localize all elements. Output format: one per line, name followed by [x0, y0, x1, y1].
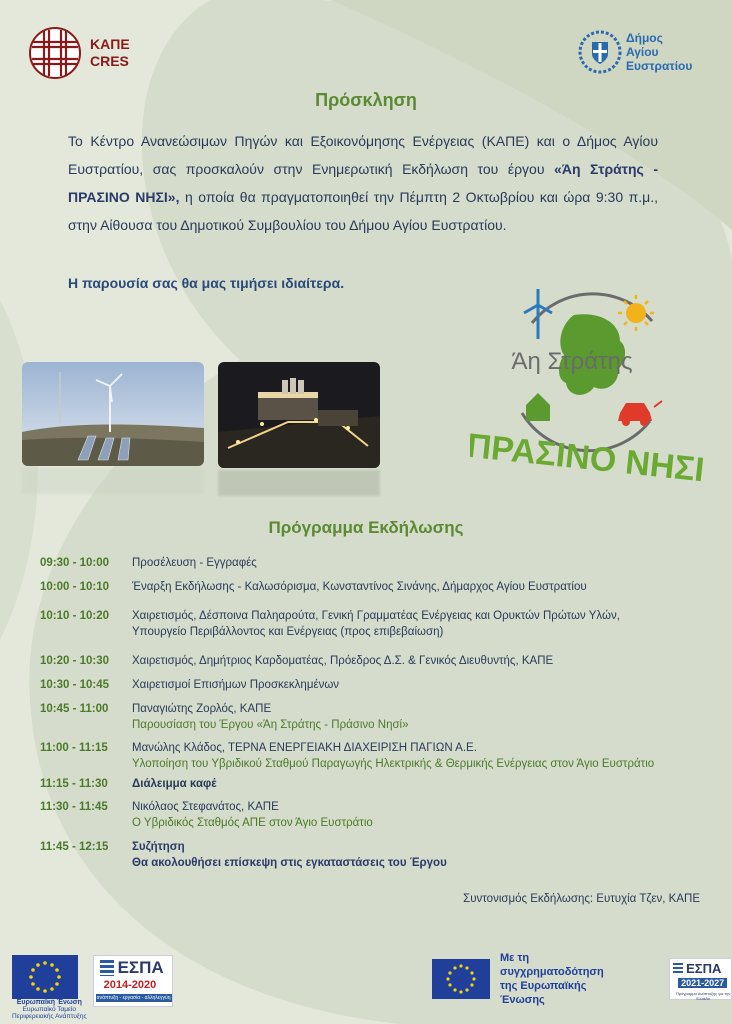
eu-flag-icon — [432, 959, 490, 999]
schedule-time: 10:45 - 11:00 — [40, 703, 109, 715]
schedule-time: 10:00 - 10:10 — [40, 581, 110, 593]
schedule-time: 10:20 - 10:30 — [40, 655, 110, 667]
footer-funding-left — [12, 955, 173, 1020]
schedule-desc: Χαιρετισμός, Δημήτριος Καρδοματέας, Πρόεδρος Δ.Σ. & Γενικός Διευθυντής, ΚΑΠΕ — [132, 655, 554, 667]
honor-line: Η παρουσία σας θα μας τιμήσει ιδιαίτερα. — [68, 275, 345, 291]
eu-caption-1: Ευρωπαϊκή Ένωση — [16, 999, 82, 1006]
eu-flag-icon — [12, 955, 78, 999]
schedule-desc-line1: Παναγιώτης Ζορλός, ΚΑΠΕ — [132, 703, 272, 715]
hybrid-station-night-photo — [218, 362, 380, 468]
eu-caption-2: Ευρωπαϊκό Ταμείο — [22, 1006, 76, 1013]
eu-erdf-logo — [12, 955, 87, 1020]
espa-years: 2014-2020 — [103, 979, 157, 991]
schedule-desc-line2: Υπουργείο Περιβάλλοντος και Ενέργειας (προς επιβεβαίωση) — [132, 626, 444, 638]
island-name: Άη Στράτης — [511, 348, 633, 375]
schedule-desc — [132, 839, 722, 871]
schedule-desc — [132, 740, 722, 772]
espa-tagline: ανάπτυξη - εργασία - αλληλεγγύη — [96, 995, 171, 1001]
schedule-desc — [132, 799, 722, 831]
schedule-desc: Διάλειμμα καφέ — [132, 778, 217, 790]
schedule-desc-line2: Παρουσίαση του Έργου «Άη Στράτης - Πράσινο Νησί» — [132, 719, 409, 731]
dimos-label-2: Αγίου — [626, 45, 659, 59]
schedule-desc-line1: Συζήτηση — [132, 841, 185, 853]
photo-reflection-1 — [22, 468, 204, 494]
cres-label-greek: ΚΑΠΕ — [90, 36, 130, 52]
espa-2014-2020-logo — [93, 955, 173, 1007]
schedule-time: 11:00 - 11:15 — [40, 742, 108, 754]
schedule-desc: Έναρξη Εκδήλωσης - Καλωσόρισμα, Κωνσταντίνος Σινάνης, Δήμαρχος Αγίου Ευστρατίου — [132, 581, 587, 593]
electric-car-icon — [618, 401, 662, 426]
cres-emblem-icon — [28, 26, 82, 80]
schedule-desc: Προσέλευση - Εγγραφές — [132, 557, 257, 569]
invitation-text-after: η οποία θα πραγματοποιηθεί την Πέμπτη 2 Οκτωβρίου και ώρα 9:30 π.μ., στην Αίθουσα του Δημοτικού Συμβουλίου του Δήμου Αγίου Ευστρατίου. — [68, 189, 659, 233]
coordination-note: Συντονισμός Εκδήλωσης: Ευτυχία Τζεν, ΚΑΠΕ — [463, 893, 700, 905]
wind-turbine-icon — [524, 289, 552, 339]
cres-label-latin: CRES — [90, 53, 129, 69]
dimos-label-3: Ευστρατίου — [626, 59, 693, 73]
schedule-desc-line1: Νικόλαος Στεφανάτος, ΚΑΠΕ — [132, 801, 279, 813]
project-name: «Άη Στράτης - ΠΡΑΣΙΝΟ ΝΗΣΙ», — [68, 161, 658, 205]
invitation-title: Πρόσκληση — [315, 90, 417, 110]
schedule-time: 11:15 - 11:30 — [40, 778, 108, 790]
schedule-desc-line2: Ο Υβριδικός Σταθμός ΑΠΕ στον Άγιο Ευστράτιο — [132, 817, 373, 829]
schedule-desc-line2: Υλοποίηση του Υβριδικού Σταθμού Παραγωγής Ηλεκτρικής & Θερμικής Ενέργειας στον Άγιο Ευστράτιο — [132, 758, 655, 770]
cofund-line-2: της Ευρωπαϊκής Ένωσης — [500, 980, 587, 1006]
schedule-desc: Χαιρετισμοί Επισήμων Προσκεκλημένων — [132, 679, 340, 691]
schedule-desc-line1: Χαιρετισμός, Δέσποινα Παληαρούτα, Γενική Γραμματέας Ενέργειας και Ορυκτών Πρώτων Υλών, — [132, 610, 620, 622]
schedule-desc-line1: Μανώλης Κλάδος, ΤΕΡΝΑ ΕΝΕΡΓΕΙΑΚΗ ΔΙΑΧΕΙΡΙΣΗ ΠΑΓΙΩΝ Α.Ε. — [132, 742, 477, 754]
invitation-text-before: Το Κέντρο Ανανεώσιμων Πηγών και Εξοικονόμησης Ενέργειας (ΚΑΠΕ) και ο Δήμος Αγίου Ευστρατίου, σας προσκαλούν στην Ενημερωτική Εκδήλωση του έργου — [68, 133, 658, 177]
green-house-icon — [526, 393, 550, 421]
espa2-tagline: Πρόγραμμα Ανάπτυξης για την Ελλάδα — [675, 991, 731, 1001]
schedule-time: 10:10 - 10:20 — [40, 610, 110, 622]
eu-caption-3: Περιφερειακής Ανάπτυξης — [12, 1013, 87, 1020]
schedule-time: 09:30 - 10:00 — [40, 557, 110, 569]
cres-logo — [28, 26, 138, 80]
schedule-desc — [132, 701, 722, 733]
schedule-desc — [132, 608, 722, 640]
wind-turbine-photo — [22, 362, 204, 466]
island-slogan: ΠΡΑΣΙΝΟ ΝΗΣΙ — [470, 426, 707, 490]
dimos-logo — [578, 26, 708, 78]
dimos-label-1: Δήμος — [626, 31, 663, 45]
schedule-time: 11:45 - 12:15 — [40, 841, 109, 853]
invitation-text — [68, 127, 658, 239]
espa2-label: ΕΣΠΑ — [686, 961, 722, 976]
schedule-time: 10:30 - 10:45 — [40, 679, 110, 691]
schedule-time: 11:30 - 11:45 — [40, 801, 108, 813]
espa-2021-2027-logo — [669, 958, 732, 1000]
cofund-line-1: Με τη συγχρηματοδότηση — [500, 952, 604, 978]
espa-label: ΕΣΠΑ — [117, 958, 164, 977]
schedule-desc-line2: Θα ακολουθήσει επίσκεψη στις εγκαταστάσεις του Έργου — [132, 857, 447, 869]
footer-funding-right — [432, 952, 732, 1006]
green-island-logo — [470, 283, 710, 495]
espa2-years: 2021-2027 — [678, 978, 727, 988]
photo-reflection-2 — [218, 470, 380, 496]
program-title: Πρόγραμμα Εκδήλωσης — [268, 518, 464, 537]
greek-coat-of-arms-icon — [578, 30, 622, 74]
